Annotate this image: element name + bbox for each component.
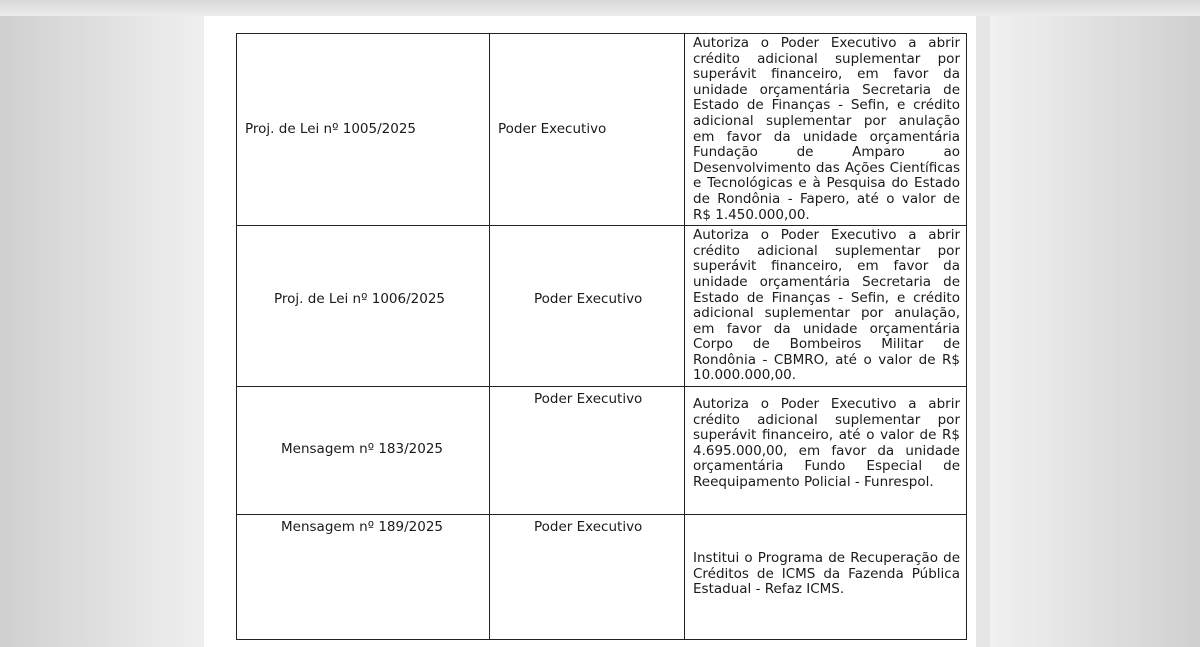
proposicao-label: Proj. de Lei nº 1006/2025 <box>274 291 446 308</box>
background-left <box>0 0 210 647</box>
proposicao-cell <box>237 515 490 640</box>
table-row <box>237 226 967 387</box>
background-right <box>990 0 1200 647</box>
autor-cell <box>490 387 685 515</box>
ementa-text: Institui o Programa de Recuperação de Créditos de ICMS da Fazenda Pública Estadual - Refaz ICMS. <box>693 550 960 598</box>
ementa-text: Autoriza o Poder Executivo a abrir crédito adicional suplementar por superávit financeiro, em favor da unidade orçamentária Secretaria de Estado de Finanças - Sefin, e crédito adicional suplementar por anulação em favor da unidade orçamentária Fundação de Amparo ao Desenvolvimento das Ações Científicas e Tecnológicas e à Pesquisa do Estado de Rondônia - Fapero, até o valor de R$ 1.450.000,00. <box>693 35 960 223</box>
proposicao-label: Proj. de Lei nº 1005/2025 <box>245 121 417 137</box>
proposicao-cell <box>237 34 490 226</box>
ementa-text: Autoriza o Poder Executivo a abrir crédito adicional suplementar por superávit financeiro, até o valor de R$ 4.695.000,00, em favor da unidade orçamentária Fundo Especial de Reequipamento Policial - Funrespol. <box>693 396 960 491</box>
autor-cell <box>490 515 685 640</box>
autor-cell <box>490 34 685 226</box>
proposicao-cell <box>237 226 490 387</box>
proposicoes-table <box>236 33 967 640</box>
background-top <box>0 0 1200 16</box>
autor-label: Poder Executivo <box>534 391 643 408</box>
table-row <box>237 515 967 640</box>
ementa-cell <box>685 387 967 515</box>
table-row <box>237 34 967 226</box>
proposicao-label: Mensagem nº 189/2025 <box>281 519 444 536</box>
autor-label: Poder Executivo <box>498 121 607 137</box>
ementa-cell <box>685 226 967 387</box>
autor-label: Poder Executivo <box>534 519 643 536</box>
ementa-cell <box>685 515 967 640</box>
ementa-cell <box>685 34 967 226</box>
table-row <box>237 387 967 515</box>
proposicao-cell <box>237 387 490 515</box>
autor-label: Poder Executivo <box>534 291 643 308</box>
ementa-text: Autoriza o Poder Executivo a abrir crédito adicional suplementar por superávit financeiro, em favor da unidade orçamentária Secretaria de Estado de Finanças - Sefin, e crédito adicional suplementar por anulação, em favor da unidade orçamentária Corpo de Bombeiros Militar de Rondônia - CBMRO, até o valor de R$ 10.000.000,00. <box>693 227 960 384</box>
document-page <box>204 16 976 647</box>
proposicao-label: Mensagem nº 183/2025 <box>281 441 444 458</box>
autor-cell <box>490 226 685 387</box>
